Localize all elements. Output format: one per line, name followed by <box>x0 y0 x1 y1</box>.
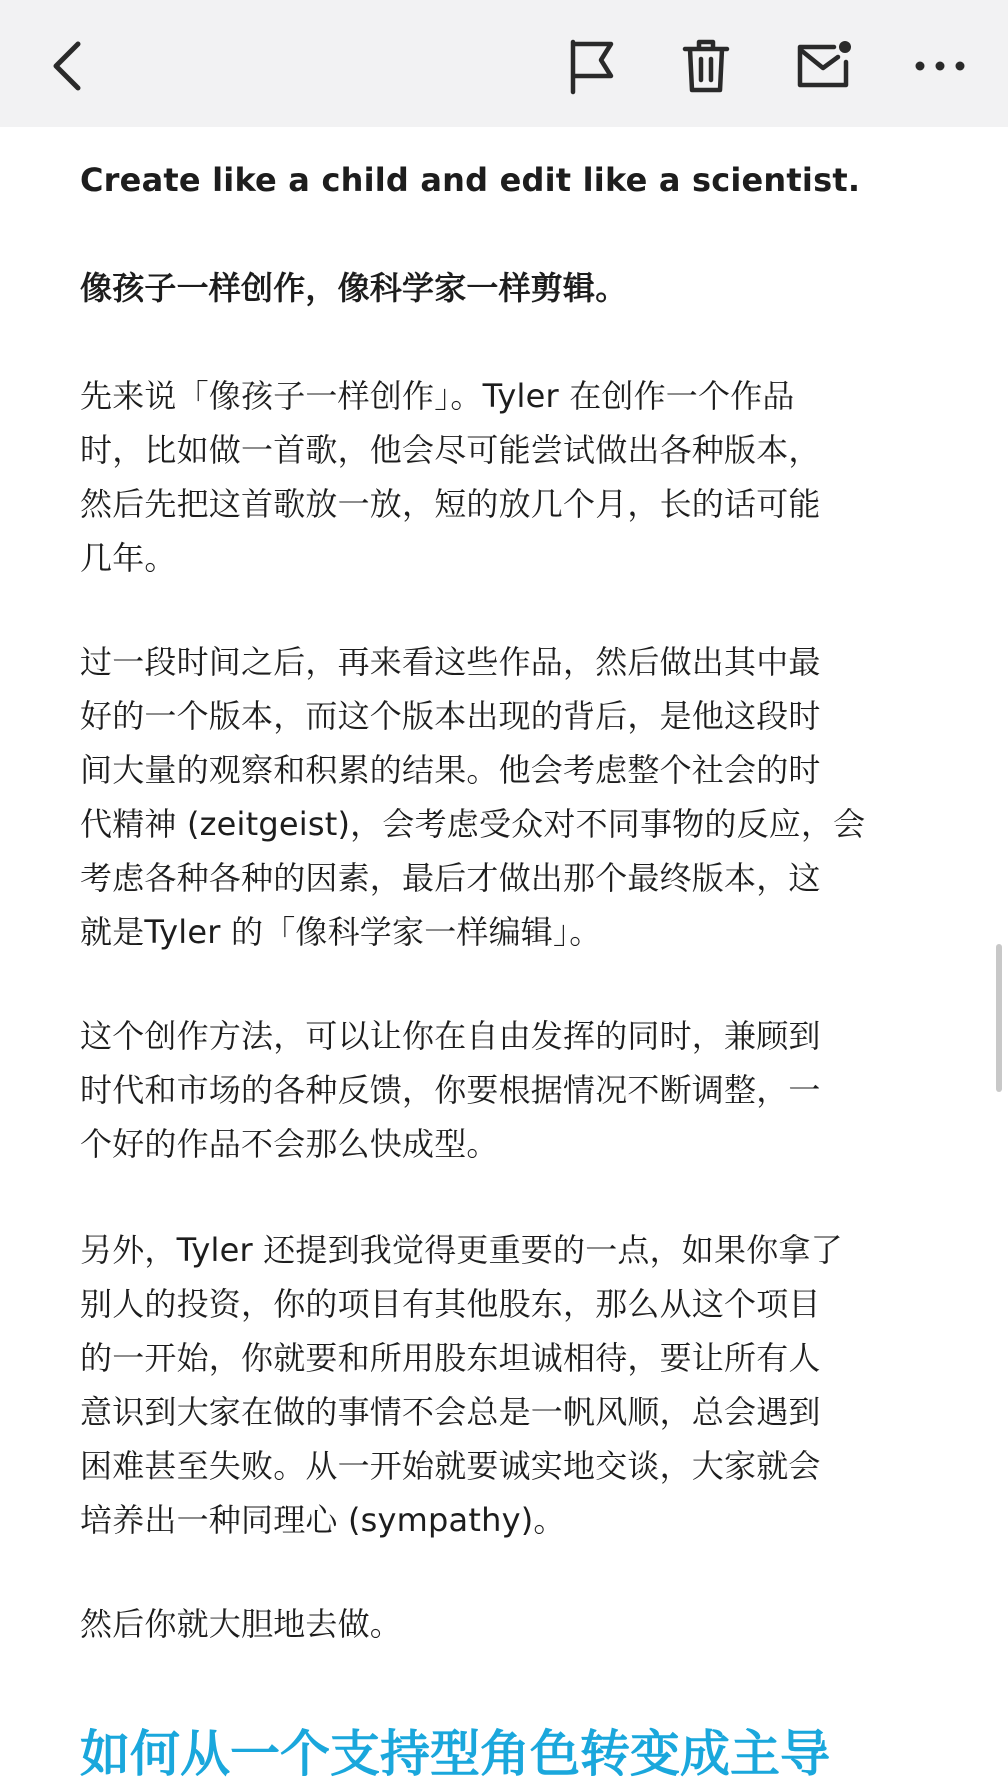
paragraph: 另外，Tyler 还提到我觉得更重要的一点，如果你拿了 别人的投资，你的项目有其他股东，那么从这个项目 的一开始，你就要和所用股东坦诚相待，要让所有人 意识到大家在做的事情不会总是一帆风顺，总会遇到 困难甚至失败。从一开始就要诚实地交谈，大家就会 培养出一种同理心 (sympathy)。 <box>80 1231 843 1539</box>
heading-english: Create like a child and edit like a scientist. <box>80 161 861 199</box>
paragraph: 过一段时间之后，再来看这些作品，然后做出其中最 好的一个版本，而这个版本出现的背后，是他这段时 间大量的观察和积累的结果。他会考虑整个社会的时 代精神 (zeitgeist)，会考虑受众对不同事物的反应，会 考虑各种各种的因素，最后才做出那个最终版本，这 就是Tyler 的「像科学家一样编辑」。 <box>80 643 866 951</box>
scrollbar[interactable] <box>996 944 1002 1092</box>
more-icon <box>912 58 968 74</box>
mark-unread-button[interactable] <box>786 28 862 104</box>
paragraph: 先来说「像孩子一样创作」。Tyler 在创作一个作品 时，比如做一首歌，他会尽可能尝试做出各种版本， 然后先把这首歌放一放，短的放几个月，长的话可能 几年。 <box>80 377 821 577</box>
heading-chinese: 像孩子一样创作，像科学家一样剪辑。 <box>80 269 628 307</box>
more-button[interactable] <box>902 28 978 104</box>
back-icon <box>48 38 88 94</box>
flag-icon <box>565 36 619 96</box>
flag-button[interactable] <box>554 28 630 104</box>
trash-icon <box>681 37 731 95</box>
top-toolbar <box>0 0 1008 127</box>
back-button[interactable] <box>30 28 106 104</box>
mail-icon <box>794 38 854 94</box>
section-title: 如何从一个支持型角色转变成主导 <box>80 1725 830 1783</box>
paragraph: 然后你就大胆地去做。 <box>80 1605 403 1643</box>
delete-button[interactable] <box>668 28 744 104</box>
paragraph: 这个创作方法，可以让你在自由发挥的同时，兼顾到 时代和市场的各种反馈，你要根据情况不断调整，一 个好的作品不会那么快成型。 <box>80 1017 821 1163</box>
